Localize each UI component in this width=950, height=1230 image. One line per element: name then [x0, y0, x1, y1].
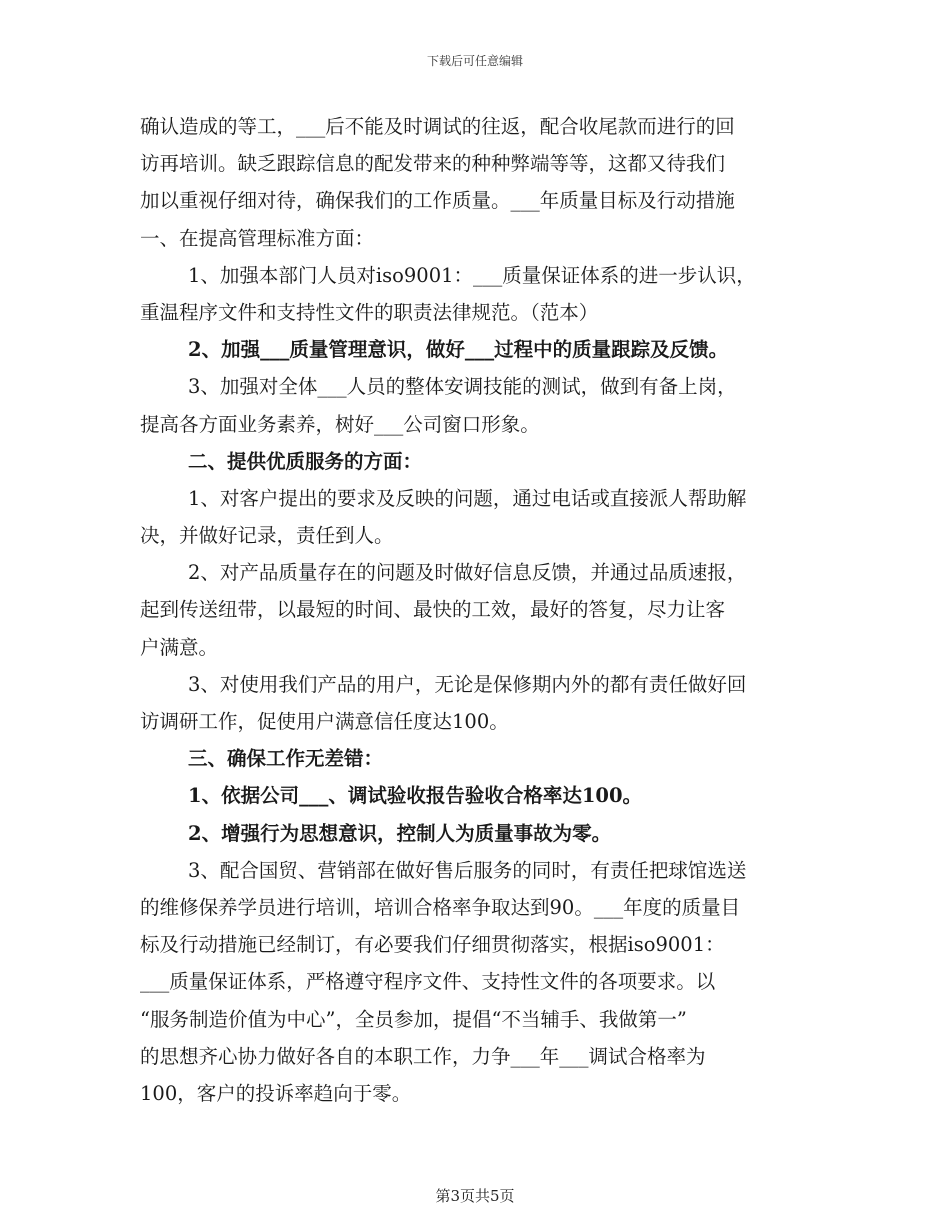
text-line: “服务制造价值为中心”，全员参加，提倡“不当辅手、我做第一” [140, 1007, 687, 1031]
text-line: 2、对产品质量存在的问题及时做好信息反馈，并通过品质速报， [188, 561, 747, 585]
text-line: 提高各方面业务素养，树好___公司窗口形象。 [140, 412, 540, 436]
text-line: 二、提供优质服务的方面： [188, 449, 423, 473]
text-line: 100，客户的投诉率趋向于零。 [140, 1081, 412, 1105]
text-line: 的维修保养学员进行培训，培训合格率争取达到90。___年度的质量目 [140, 895, 741, 919]
text-line: 2、增强行为思想意识，控制人为质量事故为零。 [188, 821, 612, 845]
document-body [140, 108, 815, 1112]
text-line: 3、加强对全体___人员的整体安调技能的测试，做到有备上岗， [188, 375, 737, 399]
text-line: 确认造成的等工，___后不能及时调试的往返，配合收尾款而进行的回 [140, 115, 735, 138]
text-line: 标及行动措施已经制订，有必要我们仔细贯彻落实，根据iso9001： [140, 933, 725, 957]
text-line: 3、对使用我们产品的用户，无论是保修期内外的都有责任做好回 [188, 672, 747, 696]
text-line: 2、加强___质量管理意识，做好___过程中的质量跟踪及反馈。 [188, 338, 729, 362]
text-line: 三、确保工作无差错： [188, 747, 384, 771]
text-line: 访调研工作，促使用户满意信任度达100。 [140, 710, 509, 733]
text-line: 访再培训。缺乏跟踪信息的配发带来的种种弊端等等，这都又待我们 [140, 152, 726, 176]
text-line: 3、配合国贸、营销部在做好售后服务的同时，有责任把球馆选送 [188, 858, 747, 882]
text-line: 一、在提高管理标准方面： [140, 226, 375, 250]
text-line: 的思想齐心协力做好各自的本职工作，力争___年___调试合格率为 [140, 1044, 706, 1068]
page-header: 下载后可任意编辑 [426, 54, 523, 68]
text-line: 加以重视仔细对待，确保我们的工作质量。___年质量目标及行动措施 [140, 189, 735, 213]
text-line: 重温程序文件和支持性文件的职责法律规范。（范本） [140, 300, 599, 324]
text-line: 1、加强本部门人员对iso9001：___质量保证体系的进一步认识， [188, 263, 756, 287]
page-footer: 第3页共5页 [435, 1187, 515, 1205]
text-line: 户满意。 [140, 635, 219, 659]
text-line: ___质量保证体系，严格遵守程序文件、支持性文件的各项要求。以 [140, 970, 716, 994]
text-line: 1、对客户提出的要求及反映的问题，通过电话或直接派人帮助解 [188, 486, 747, 510]
text-line: 起到传送纽带，以最短的时间、最快的工效，最好的答复，尽力让客 [140, 598, 726, 622]
text-line: 1、依据公司___、调试验收报告验收合格率达100。 [188, 784, 643, 808]
text-line: 决，并做好记录，责任到人。 [140, 524, 394, 548]
